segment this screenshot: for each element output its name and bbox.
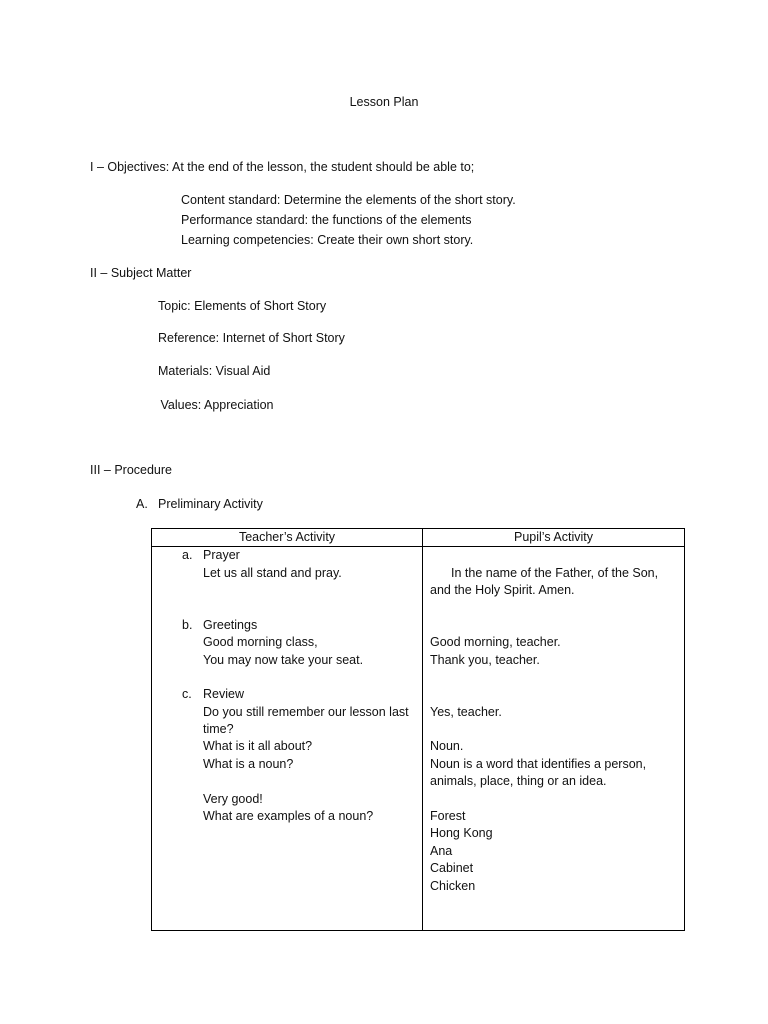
item-marker: c. (182, 687, 192, 701)
teacher-line: Good morning class, (203, 635, 318, 649)
pupil-line: Yes, teacher. (430, 705, 502, 719)
subject-matter-heading: II – Subject Matter (90, 266, 192, 280)
teacher-line: Do you still remember our lesson last (203, 705, 409, 719)
teacher-line: time? (203, 722, 234, 736)
teacher-activity-header: Teacher’s Activity (152, 529, 423, 547)
subject-item-reference: Reference: Internet of Short Story (158, 331, 345, 345)
teacher-line: What are examples of a noun? (203, 809, 374, 823)
procedure-heading: III – Procedure (90, 463, 172, 477)
pupil-line: Thank you, teacher. (430, 653, 540, 667)
item-marker: a. (182, 548, 193, 562)
procedure-sub-marker: A. (136, 497, 148, 511)
pupil-activity-header: Pupil’s Activity (423, 529, 685, 547)
pupil-line: Noun. (430, 739, 464, 753)
pupil-activity-cell (423, 547, 685, 931)
item-title: Greetings (203, 618, 258, 632)
subject-item-values: Values: Appreciation (157, 398, 274, 412)
example-item: Hong Kong (430, 826, 493, 840)
objective-item: Performance standard: the functions of the elements (181, 213, 472, 227)
example-item: Chicken (430, 879, 476, 893)
teacher-line: What is it all about? (203, 739, 313, 753)
teacher-line: You may now take your seat. (203, 653, 364, 667)
page-title: Lesson Plan (349, 95, 419, 109)
example-item: Forest (430, 809, 466, 823)
subject-item-materials: Materials: Visual Aid (158, 364, 271, 378)
item-title: Review (203, 687, 244, 701)
pupil-line: Noun is a word that identifies a person, (430, 757, 647, 771)
item-marker: b. (182, 618, 193, 632)
example-item: Ana (430, 844, 453, 858)
example-item: Cabinet (430, 861, 474, 875)
objectives-heading: I – Objectives: At the end of the lesson, the student should be able to; (90, 160, 475, 174)
teacher-activity-cell (152, 547, 423, 931)
pupil-line: and the Holy Spirit. Amen. (430, 583, 575, 597)
subject-item-topic: Topic: Elements of Short Story (158, 299, 327, 313)
pupil-line: animals, place, thing or an idea. (430, 774, 607, 788)
teacher-line: Very good! (203, 792, 263, 806)
item-title: Prayer (203, 548, 240, 562)
objective-item: Content standard: Determine the elements of the short story. (181, 193, 516, 207)
objective-item: Learning competencies: Create their own short story. (181, 233, 474, 247)
pupil-line: Good morning, teacher. (430, 635, 561, 649)
activity-table (151, 528, 685, 931)
procedure-sub-heading: Preliminary Activity (158, 497, 263, 511)
teacher-line: What is a noun? (203, 757, 294, 771)
pupil-line: In the name of the Father, of the Son, (451, 566, 659, 580)
teacher-line: Let us all stand and pray. (203, 566, 342, 580)
